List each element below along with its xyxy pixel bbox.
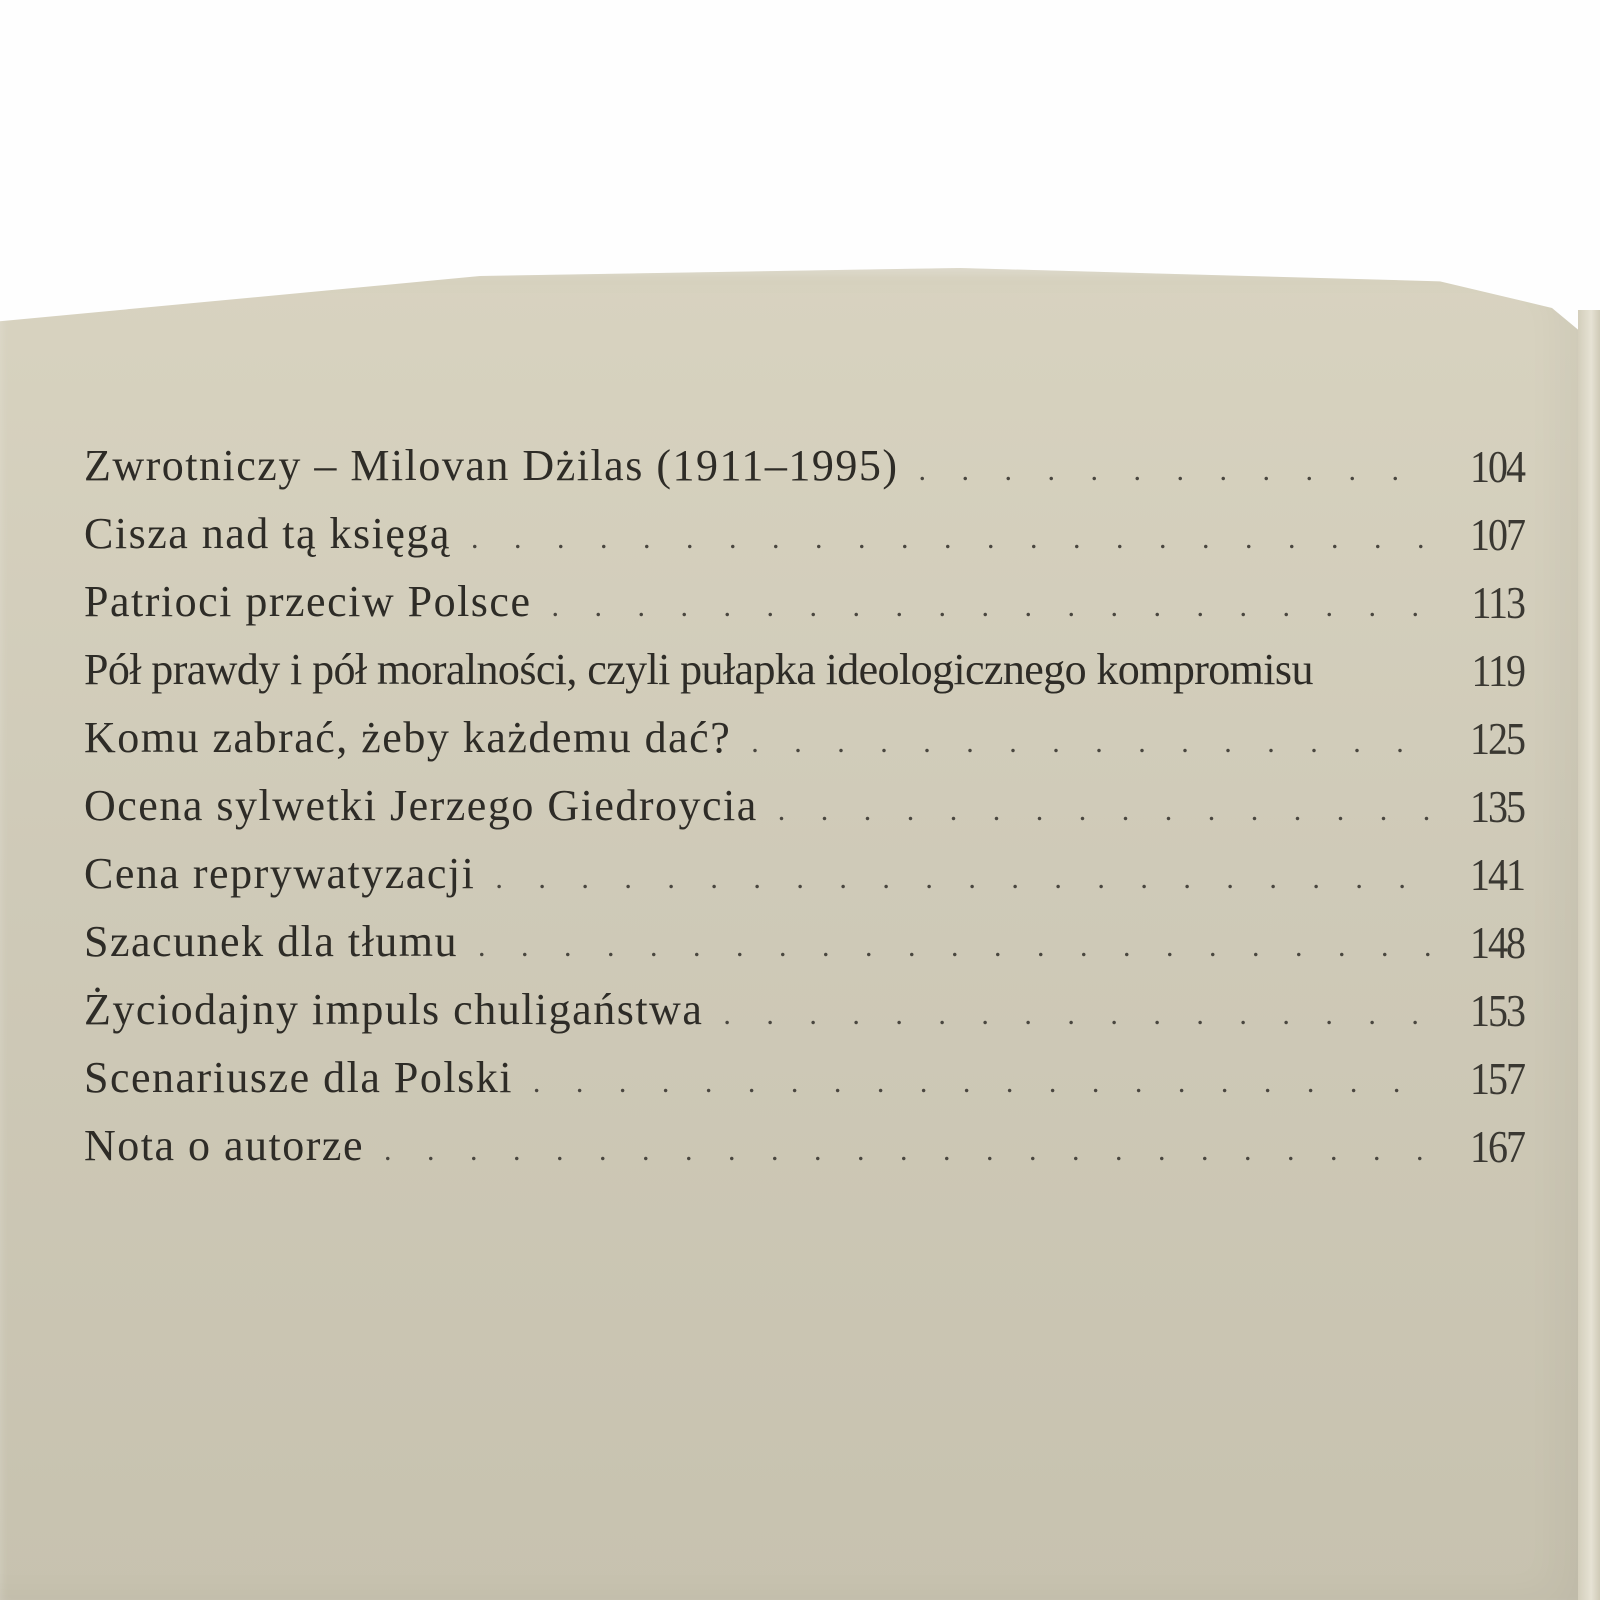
toc-entry (84, 644, 1524, 712)
toc-dot-leader (723, 998, 1434, 1032)
toc-dot-leader (533, 1066, 1434, 1100)
toc-dot-leader (478, 930, 1434, 964)
toc-entry-title: Zwrotniczy – Milovan Dżilas (1911–1995) (84, 441, 899, 490)
toc-dot-leader (551, 590, 1434, 624)
toc-entry (84, 848, 1524, 916)
toc-entry-title: Komu zabrać, żeby każdemu dać? (84, 713, 732, 762)
toc-dot-leader (778, 794, 1434, 828)
book-page-edge (1578, 310, 1600, 1600)
toc-entry-title: Patrioci przeciw Polsce (84, 577, 532, 626)
toc-entry-page: 125 (1470, 712, 1524, 765)
table-of-contents (84, 440, 1524, 1188)
toc-entry (84, 576, 1524, 644)
toc-dot-leader (495, 862, 1434, 896)
toc-entry (84, 916, 1524, 984)
toc-entry-page: 107 (1470, 508, 1524, 561)
toc-entry (84, 780, 1524, 848)
toc-entry-page: 141 (1470, 848, 1524, 901)
toc-entry-title: Nota o autorze (84, 1121, 364, 1170)
toc-dot-leader (751, 726, 1434, 760)
toc-entry (84, 1052, 1524, 1120)
toc-entry (84, 508, 1524, 576)
toc-entry-page: 153 (1470, 984, 1524, 1037)
toc-entry-page: 167 (1470, 1120, 1524, 1173)
toc-entry-page: 148 (1470, 916, 1524, 969)
toc-entry-title: Cisza nad tą księgą (84, 509, 451, 558)
toc-entry-title: Życiodajny impuls chuligaństwa (84, 985, 704, 1034)
toc-entry-title: Scenariusze dla Polski (84, 1053, 513, 1102)
toc-dot-leader (384, 1134, 1434, 1168)
toc-entry-title: Pół prawdy i pół moralności, czyli pułapka ideologicznego kompromisu (84, 645, 1313, 694)
toc-entry-title: Cena reprywatyzacji (84, 849, 476, 898)
toc-entry-page: 113 (1471, 576, 1524, 629)
toc-entry-title: Ocena sylwetki Jerzego Giedroycia (84, 781, 758, 830)
toc-entry-page: 135 (1470, 780, 1524, 833)
toc-entry-page: 119 (1471, 644, 1524, 697)
toc-entry-page: 157 (1470, 1052, 1524, 1105)
toc-entry (84, 440, 1524, 508)
toc-entry-title: Szacunek dla tłumu (84, 917, 459, 966)
toc-dot-leader (471, 522, 1434, 556)
toc-entry (84, 712, 1524, 780)
toc-entry-page: 104 (1470, 440, 1524, 493)
toc-dot-leader (919, 454, 1435, 488)
toc-entry (84, 984, 1524, 1052)
toc-entry (84, 1120, 1524, 1188)
